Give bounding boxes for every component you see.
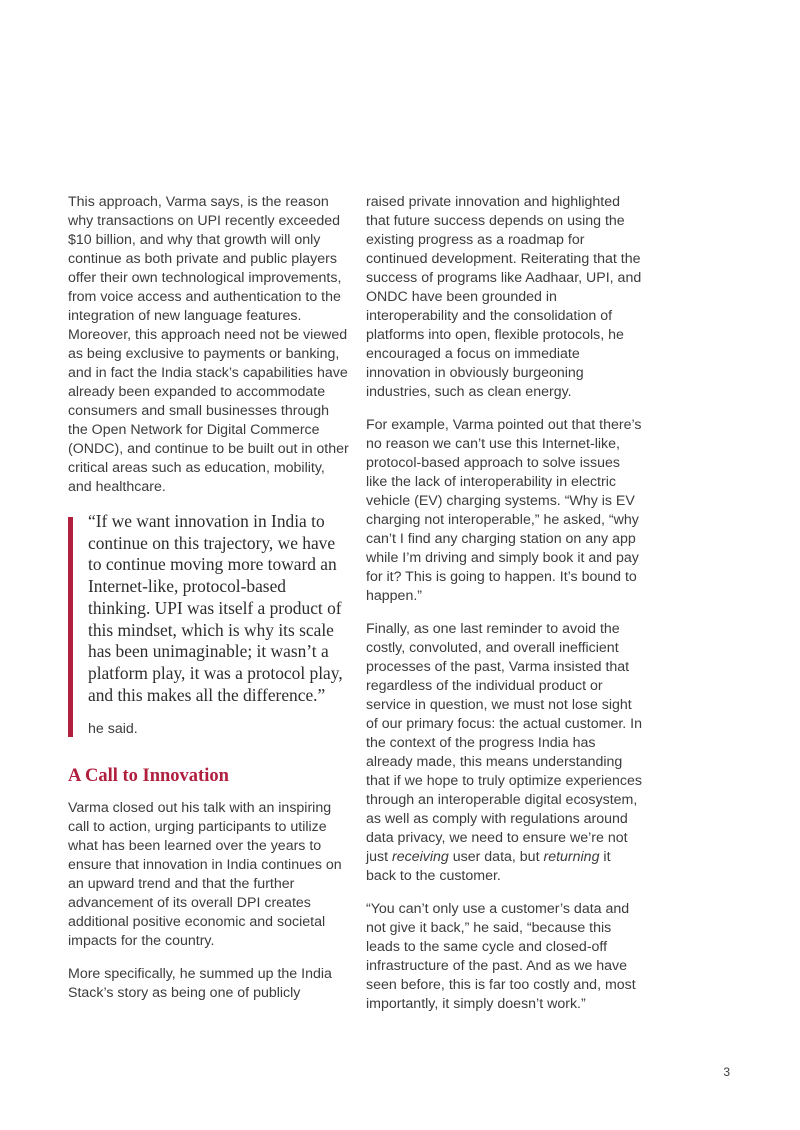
section-heading: A Call to Innovation [68,766,229,787]
page-number: 3 [723,1065,730,1079]
quote-text: “If we want innovation in India to continue on this trajectory, we have to continue moving more toward an Internet-like, protocol-based thinking. UPI was itself a product of this mindset, which is why its scale has been unimaginable; it wasn’t a platform play, it was a protocol play, and this makes all the difference.” [88,511,343,705]
right-column [366,193,642,1028]
text-run: user data, but [448,849,544,865]
quote-attribution: he said. [88,721,138,738]
body-paragraph: For example, Varma pointed out that there’s no reason we can’t use this Internet-like, protocol-based approach to solve issues like the lack of interoperability in electric vehicle (EV) charging systems. “Why is EV charging not interoperable,” he asked, “why can’t I find any charging station on any app while I’m driving and simply book it and pay for it? This is going to happen. It’s bound to happen.” [366,417,642,604]
body-paragraph: “You can’t only use a customer’s data and not give it back,” he said, “because this leads to the same cycle and closed-off infrastructure of the past. And as we have seen before, this is far too costly and, most importantly, it simply doesn’t work.” [366,901,636,1012]
body-paragraph: Varma closed out his talk with an inspiring call to action, urging participants to utilize what has been learned over the years to ensure that innovation in India continues on an upward trend and that the further advancement of its overall DPI creates additional positive economic and societal impacts for the country. [68,800,342,950]
body-paragraph: More specifically, he summed up the India Stack’s story as being one of publicly [68,966,332,1002]
pull-quote [68,511,351,739]
body-paragraph: This approach, Varma says, is the reason why transactions on UPI recently exceeded $10 billion, and why that growth will only continue as both private and public players offer their own technological improvements, from voice access and authentication to the integration of new language features. Moreover, this approach need not be viewed as being exclusive to payments or banking, and in fact the India stack’s capabilities have already been expanded to accommodate consumers and small businesses through the Open Network for Digital Commerce (ONDC), and continue to be built out in other critical areas such as education, mobility, and healthcare. [68,194,349,495]
body-paragraph [366,620,642,886]
left-column [68,193,351,1017]
emphasis-text: returning [543,849,600,865]
quote-accent-bar [68,517,73,737]
text-run: Finally, as one last reminder to avoid the costly, convoluted, and overall inefficient processes of the past, Varma insisted that regardless of the individual product or service in question, we must not lose sight of our primary focus: the actual customer. In the context of the progress India has already made, this means understanding that if we hope to truly optimize experiences through an interoperable digital ecosystem, as well as comply with regulations around data privacy, we need to ensure we’re not just [366,621,643,865]
text-run: it back to the customer. [366,849,611,884]
body-paragraph: raised private innovation and highlighted that future success depends on using the existing progress as a roadmap for continued development. Reiterating that the success of programs like Aadhaar, UPI, and ONDC have been grounded in interoperability and the consolidation of platforms into open, flexible protocols, he encouraged a focus on immediate innovation in obviously burgeoning industries, such as clean energy. [366,194,642,400]
emphasis-text: receiving [392,849,449,865]
